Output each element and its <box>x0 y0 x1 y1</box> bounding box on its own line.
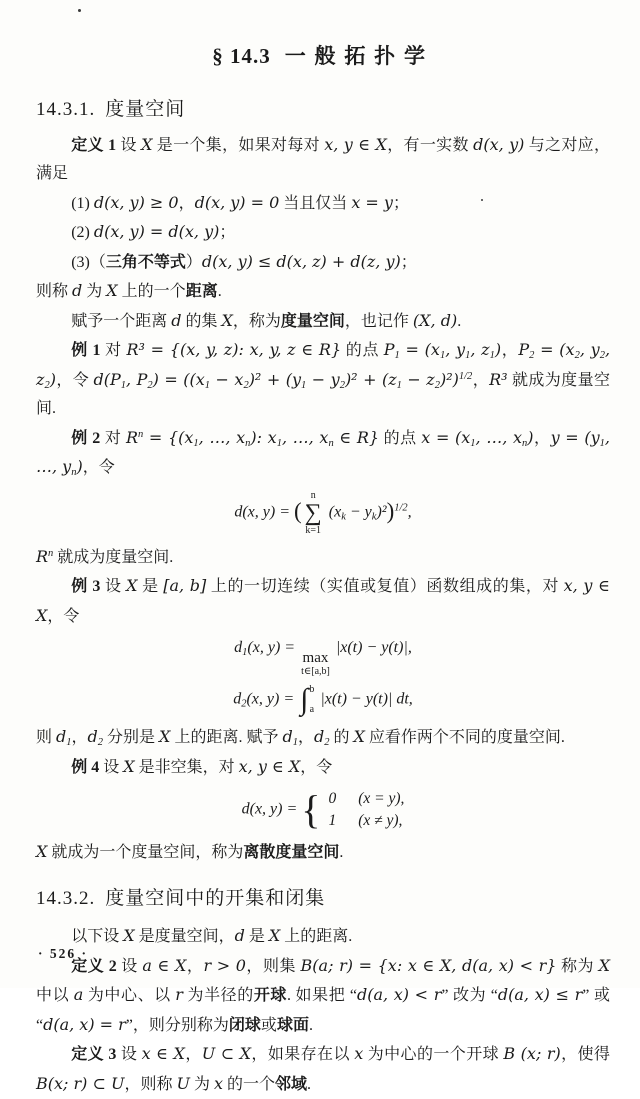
condition-1: (1) d(x, y) ≥ 0，d(x, y) = 0 当且仅当 x = y； <box>71 192 409 212</box>
subsection-number: 14.3.2. <box>36 888 96 910</box>
subsection-heading-1431 <box>36 94 610 121</box>
paragraph-example-2: 例 2 对 $R^n = \{(x_1$, …, $x_n$): $x_1$, …, $x_n$ ∈ R} 的点 $x = (x_1$, …, $x_n$)，$y = (y_1$, …, $y_n$)，令 <box>36 427 610 479</box>
paragraph-example-4: 例 4 设 X 是非空集，对 x, y ∈ X，令 <box>71 756 333 776</box>
paragraph-definition-3: 定义 3 设 x ∈ X，U ⊂ X，如果存在以 x 为中心的一个开球 B (x; r)，使得 B(x; r) ⊂ U，则称 U 为 x 的一个邻域. <box>36 1044 610 1093</box>
section-header <box>36 40 610 70</box>
paragraph-metric-space: 赋予一个距离 d 的集 X，称为度量空间，也记作 (X, d). <box>71 310 462 330</box>
subsection-title: 度量空间 <box>105 99 186 120</box>
formula-max-metric: $d_1(x$, y) = max t∈[a,b] |x(t) − y(t)|, <box>234 639 412 678</box>
formula-euclidean-distance: d(x, y) = ( n ∑ k=1 $(x_k - y_k)^2)^{1/2}$, <box>234 489 412 536</box>
scan-speck <box>78 9 81 12</box>
formula-integral-metric: $d_2(x$, y) = ∫ b a |x(t) − y(t)| dt, <box>233 683 413 717</box>
subsection-title: 度量空间中的开集和闭集 <box>105 888 326 910</box>
paragraph-example-3: 例 3 设 X 是 [a, b] 上的一切连续（实值或复值）函数组成的集，对 x, y ∈ X，令 <box>36 576 610 625</box>
section-title: 一般拓扑学 <box>284 44 434 68</box>
subsection-heading-1432 <box>36 883 610 910</box>
paragraph-example-1: 例 1 对 R³ = {(x, y, z): x, y, z ∈ R} 的点 $P_1 = (x_1$, $y_1$, $z_1$)，$P_2 = (x_2$, $y_2$, $z_2$)，令 $d(P_1$, $P_2) = ((x_1 - x_2)^2 + (y_1 - y_2)^2 + (z_1 - z_2)^2)^{1/2}$，R³ 就成为度量空间. <box>36 340 611 418</box>
section-number: § 14.3 <box>212 44 271 68</box>
formula-discrete-metric: d(x, y) = { 0 (x = y), 1 (x ≠ y), <box>241 786 405 832</box>
page-number: · 526 · <box>38 946 89 961</box>
paragraph-definition-1: 定义 1 设 X 是一个集，如果对每对 x, y ∈ X，有一实数 d(x, y) 与之对应，满足 <box>36 135 610 183</box>
paragraph-example-4-end: X 就成为一个度量空间，称为离散度量空间. <box>36 841 344 861</box>
paragraph-distance-name: 则称 d 为 X 上的一个距离. <box>36 281 222 301</box>
scan-speck <box>481 199 483 201</box>
subsection-number: 14.3.1. <box>36 99 96 120</box>
condition-2: (2) d(x, y) = d(x, y)； <box>71 222 236 242</box>
paragraph-example-3-end: 则 $d_1$，$d_2$ 分别是 X 上的距离. 赋予 $d_1$，$d_2$ 的 X 应看作两个不同的度量空间. <box>36 727 565 749</box>
condition-3: (3)（三角不等式）d(x, y) ≤ d(x, z) + d(z, y)； <box>71 251 417 271</box>
paragraph-definition-2: 定义 2 设 a ∈ X，r > 0，则集 B(a; r) = {x: x ∈ X, d(a, x) < r} 称为 X 中以 a 为中心、以 r 为半径的开球. 如果把 “d(a, x) < r” 改为 “d(a, x) ≤ r” 或 “d(a, x) = r”，则分别称为闭球或球面. <box>36 955 610 1034</box>
paragraph-section2-intro: 以下设 X 是度量空间，d 是 X 上的距离. <box>71 926 353 946</box>
paragraph-example-2-end: $R^n$ 就成为度量空间. <box>36 546 174 566</box>
